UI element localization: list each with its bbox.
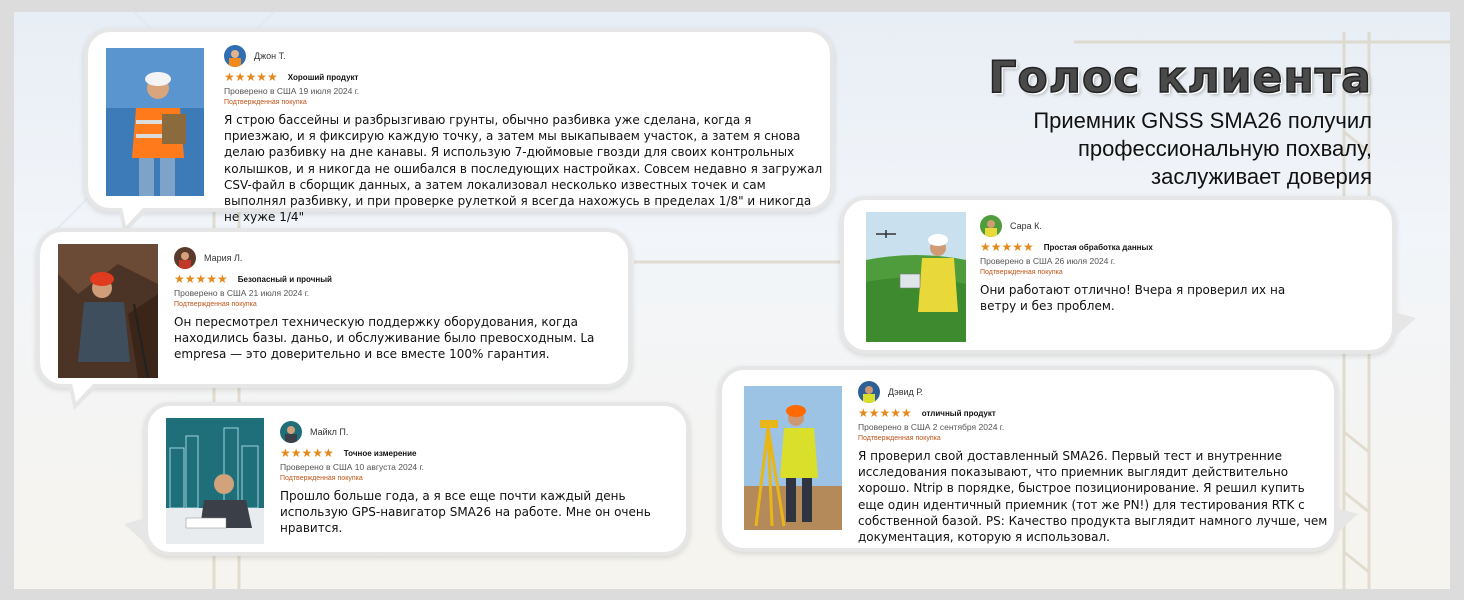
review-title: Точное измерение	[343, 448, 417, 458]
review-card-michael	[144, 402, 690, 556]
verified-purchase-badge: Подтвержденная покупка	[858, 435, 941, 442]
headline-title: Голос клиента	[988, 52, 1372, 103]
verified-purchase-badge: Подтвержденная покупка	[980, 269, 1063, 276]
review-date: Проверено в США 2 сентября 2024 г.	[858, 422, 1005, 432]
review-date: Проверено в США 10 августа 2024 г.	[280, 462, 424, 472]
star-rating: ★★★★★	[224, 70, 278, 84]
verified-purchase-badge: Подтвержденная покупка	[280, 475, 363, 482]
review-body: Они работают отлично! Вчера я проверил их на ветру и без проблем.	[980, 283, 1286, 314]
headline	[989, 52, 1372, 191]
avatar	[858, 381, 880, 403]
review-body: Он пересмотрел техническую поддержку оборудования, когда находились базы. даньо, и обслуживание было превосходным. La empresa — это доверительно и все вместе 100% гарантия.	[174, 315, 595, 362]
review-body: Я проверил свой доставленный SMA26. Первый тест и внутренние исследования показывают, что приемник выглядит действительно хорошо. Ntrip в порядке, быстрое позиционирование. Я решил купить еще один идентичный приемник (тот же PN!) для тестирования RTK с собственной базой. PS: Качество продукта выглядит намного лучше, чем документация, которую я использовал.	[858, 449, 1328, 545]
review-date: Проверено в США 26 июля 2024 г.	[980, 256, 1116, 266]
star-rating: ★★★★★	[980, 240, 1034, 254]
review-title: Хороший продукт	[287, 72, 359, 82]
avatar	[174, 247, 196, 269]
speech-bubble-tail	[124, 518, 146, 544]
speech-bubble-tail-inner	[72, 383, 94, 402]
review-body: Я строю бассейны и разбрызгиваю грунты, обычно разбивка уже сделана, когда я приезжаю, и я фиксирую каждую точку, а затем мы выкапываем участок, а затем я снова делаю разбивку на дне канавы. Я использую 7-дюймовые гвозди для своих контрольных колышков, и я никогда не ошибался в последующих настройках. Совсем недавно я загружал CSV-файл в сборщик данных, а затем локализовал несколько известных точек и сам выполнял разбивку, и при проверке рулеткой я всегда нахожусь в пределах 1/8" и никогда не хуже 1/4"	[224, 113, 823, 225]
subtitle-line: профессиональную похвалу,	[1077, 136, 1372, 161]
reviewer-photo	[744, 386, 842, 530]
reviewer-name: Дэвид Р.	[888, 387, 924, 397]
review-title: Простая обработка данных	[1043, 242, 1153, 252]
verified-purchase-badge: Подтвержденная покупка	[174, 301, 257, 308]
star-rating: ★★★★★	[174, 272, 228, 286]
star-rating: ★★★★★	[280, 446, 334, 460]
headline-subtitle	[989, 107, 1372, 191]
speech-bubble-tail	[1336, 508, 1358, 534]
reviewer-photo	[866, 212, 966, 342]
avatar	[280, 421, 302, 443]
speech-bubble-tail-inner	[122, 207, 144, 226]
review-title: отличный продукт	[921, 408, 996, 418]
reviewer-photo	[166, 418, 264, 544]
review-body: Прошло больше года, а я все еще почти каждый день использую GPS-навигатор SMA26 на работе. Мне он очень нравится.	[280, 489, 651, 536]
reviewer-name: Сара К.	[1010, 221, 1042, 231]
avatar	[224, 45, 246, 67]
reviewer-photo	[58, 244, 158, 378]
reviewer-name: Майкл П.	[310, 427, 349, 437]
review-date: Проверено в США 21 июля 2024 г.	[174, 288, 310, 298]
reviewer-name: Мария Л.	[204, 253, 243, 263]
review-date: Проверено в США 19 июля 2024 г.	[224, 86, 360, 96]
star-rating: ★★★★★	[858, 406, 912, 420]
speech-bubble-tail	[1394, 312, 1416, 338]
review-card-john	[84, 28, 834, 225]
reviewer-name: Джон Т.	[254, 51, 286, 61]
subtitle-line: заслуживает доверия	[1151, 164, 1372, 189]
subtitle-line: Приемник GNSS SMA26 получил	[1033, 108, 1372, 133]
review-title: Безопасный и прочный	[237, 274, 332, 284]
avatar	[980, 215, 1002, 237]
review-card-david	[718, 366, 1338, 552]
verified-purchase-badge: Подтвержденная покупка	[224, 99, 307, 106]
review-card-sara	[840, 196, 1396, 354]
reviewer-photo	[106, 48, 204, 196]
review-card-maria	[36, 228, 632, 388]
